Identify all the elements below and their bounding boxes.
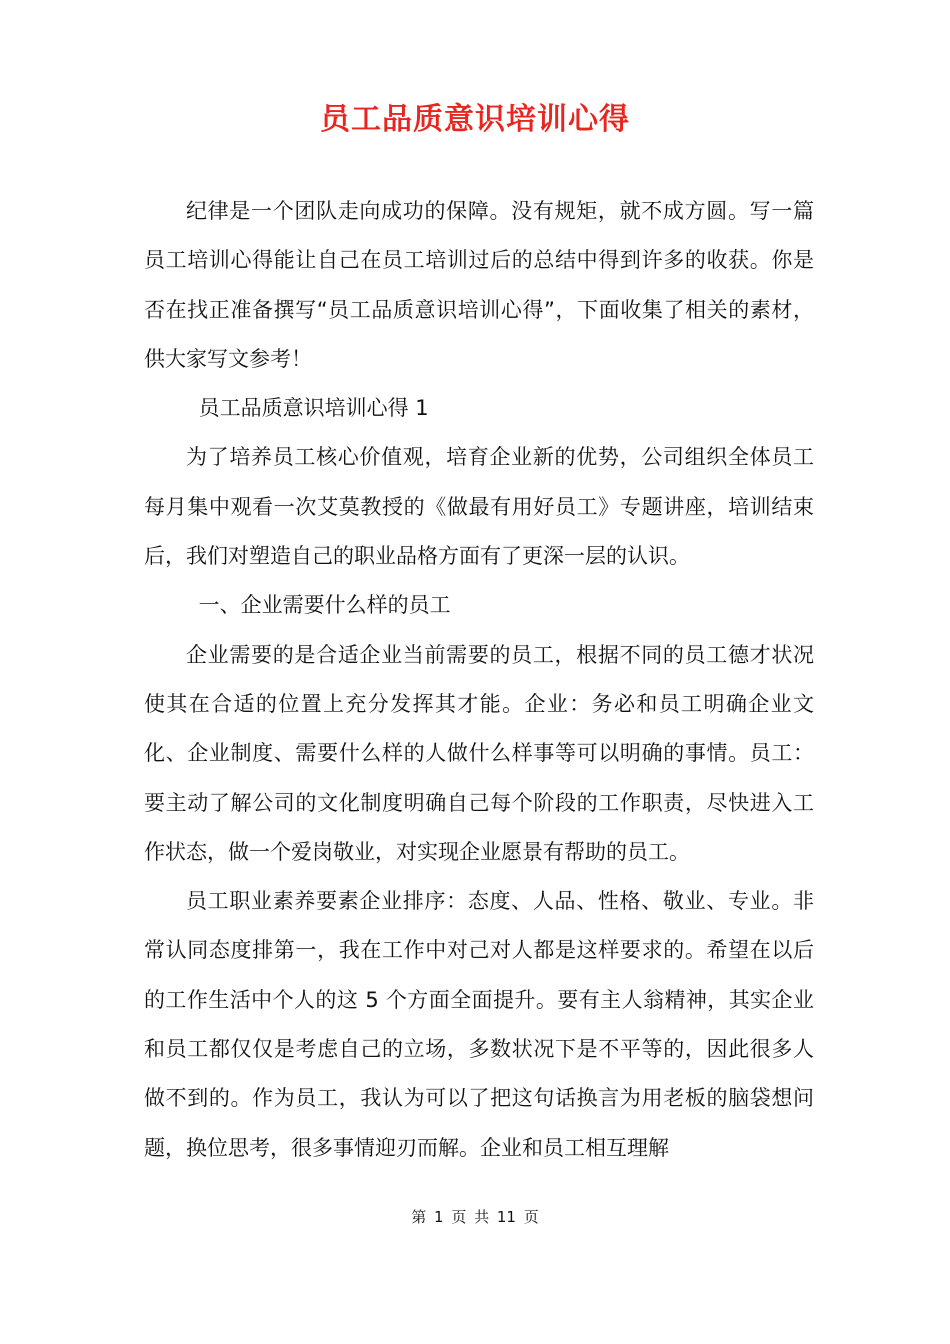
section-heading-1: 员工品质意识培训心得 1 — [198, 396, 429, 421]
document-body — [144, 187, 814, 1173]
intro-paragraph: 纪律是一个团队走向成功的保障。没有规矩，就不成方圆。写一篇员工培训心得能让自己在员工培训过后的总结中得到许多的收获。你是否在找正准备撰写“员工品质意识培训心得”，下面收集了相关的素材，供大家写文参考！ — [144, 199, 814, 371]
subsection-heading-1: 一、企业需要什么样的员工 — [198, 593, 451, 618]
document-title: 员工品质意识培训心得 — [320, 102, 630, 137]
page-number-footer: 第 1 页 共 11 页 — [411, 1208, 539, 1226]
paragraph-5: 员工职业素养要素企业排序：态度、人品、性格、敬业、专业。非常认同态度排第一，我在工作中对己对人都是这样要求的。希望在以后的工作生活中个人的这 5 个方面全面提升。要有主人翁精神，其实企业和员工都仅仅是考虑自己的立场，多数状况下是不平等的，因此很多人做不到的。作为员工，我认为可以了把这句话换言为用老板的脑袋想问题，换位思考，很多事情迎刃而解。企业和员工相互理解 — [144, 889, 814, 1160]
paragraph-4: 企业需要的是合适企业当前需要的员工，根据不同的员工德才状况使其在合适的位置上充分发挥其才能。企业：务必和员工明确企业文化、企业制度、需要什么样的人做什么样事等可以明确的事情。员工：要主动了解公司的文化制度明确自己每个阶段的工作职责，尽快进入工作状态，做一个爱岗敬业，对实现企业愿景有帮助的员工。 — [144, 642, 814, 864]
paragraph-2: 为了培养员工核心价值观，培育企业新的优势，公司组织全体员工每月集中观看一次艾莫教授的《做最有用好员工》专题讲座，培训结束后，我们对塑造自己的职业品格方面有了更深一层的认识。 — [144, 445, 814, 569]
